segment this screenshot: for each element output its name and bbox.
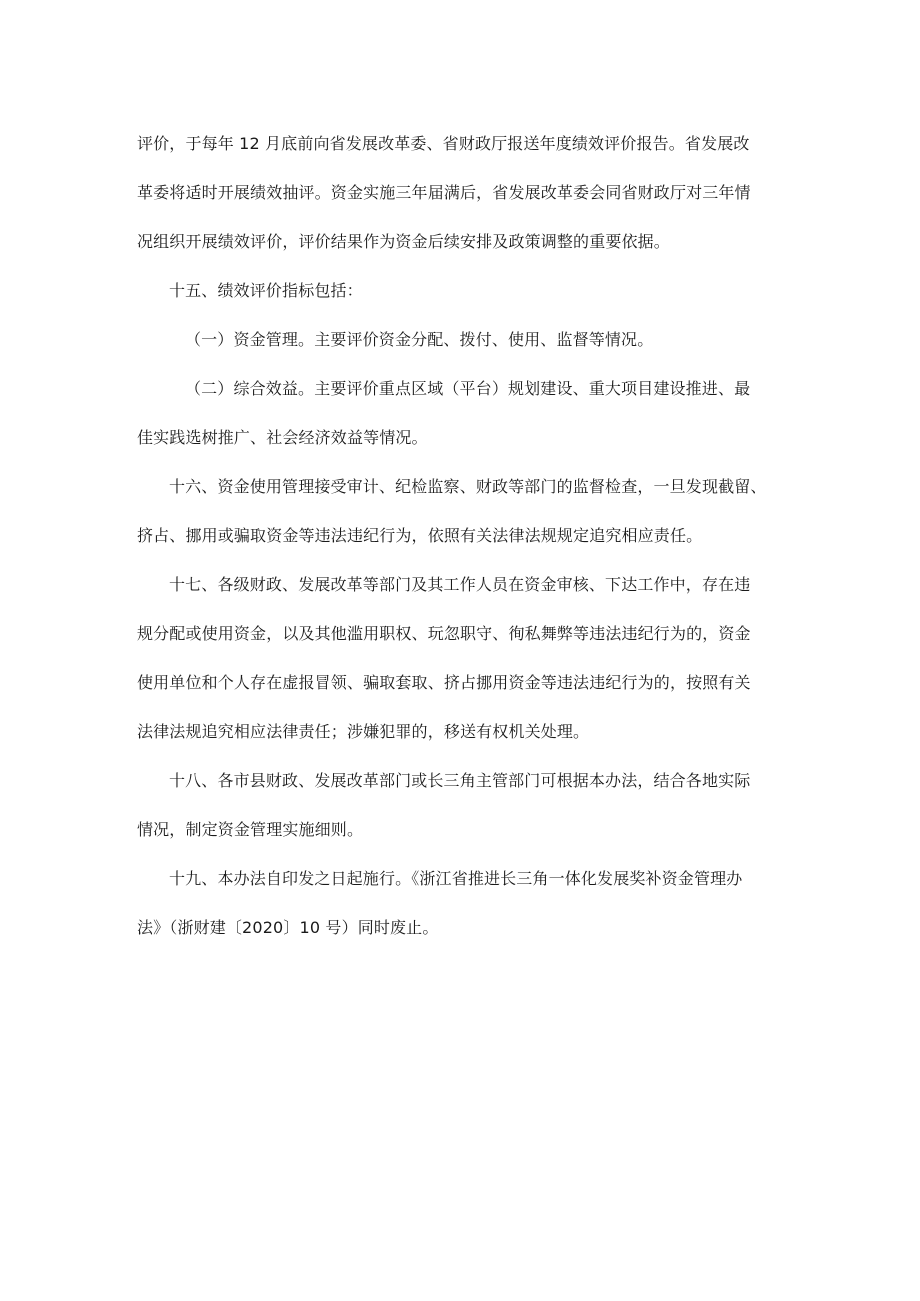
paragraph-article-17 [137,560,787,756]
text-line: （一）资金管理。主要评价资金分配、拨付、使用、监督等情况。 [185,330,654,349]
text-line: 佳实践选树推广、社会经济效益等情况。 [137,428,428,447]
text-line: 挤占、挪用或骗取资金等违法违纪行为，依照有关法律法规规定追究相应责任。 [137,526,703,545]
paragraph-article-15 [137,266,787,315]
text-line: 规分配或使用资金，以及其他滥用职权、玩忽职守、徇私舞弊等违法违纪行为的，资金 [137,624,751,643]
text-line: 评价，于每年 12 月底前向省发展改革委、省财政厅报送年度绩效评价报告。省发展改 [137,134,750,153]
paragraph-item-2 [137,364,787,462]
text-line: 十九、本办法自印发之日起施行。《浙江省推进长三角一体化发展奖补资金管理办 [169,869,743,888]
text-line: 使用单位和个人存在虚报冒领、骗取套取、挤占挪用资金等违法违纪行为的，按照有关 [137,673,751,692]
text-line: 情况，制定资金管理实施细则。 [137,820,364,839]
text-line: 法律法规追究相应法律责任；涉嫌犯罪的，移送有权机关处理。 [137,722,590,741]
text-line: 十六、资金使用管理接受审计、纪检监察、财政等部门的监督检查，一旦发现截留、 [169,477,767,496]
text-line: 十七、各级财政、发展改革等部门及其工作人员在资金审核、下达工作中，存在违 [169,575,751,594]
paragraph-article-18 [137,756,787,854]
paragraph-item-1 [137,315,787,364]
text-line: 况组织开展绩效评价，评价结果作为资金后续安排及政策调整的重要依据。 [137,232,670,251]
paragraph-performance-evaluation-continued [137,119,787,266]
text-line: 十八、各市县财政、发展改革部门或长三角主管部门可根据本办法，结合各地实际 [169,771,751,790]
paragraph-article-19 [137,854,787,952]
paragraph-article-16 [137,462,787,560]
text-line: 法》（浙财建〔2020〕10 号）同时废止。 [137,918,439,937]
text-line: 十五、绩效评价指标包括： [169,281,363,300]
text-line: 革委将适时开展绩效抽评。资金实施三年届满后，省发展改革委会同省财政厅对三年情 [137,183,751,202]
text-line: （二）综合效益。主要评价重点区域（平台）规划建设、重大项目建设推进、最 [185,379,751,398]
